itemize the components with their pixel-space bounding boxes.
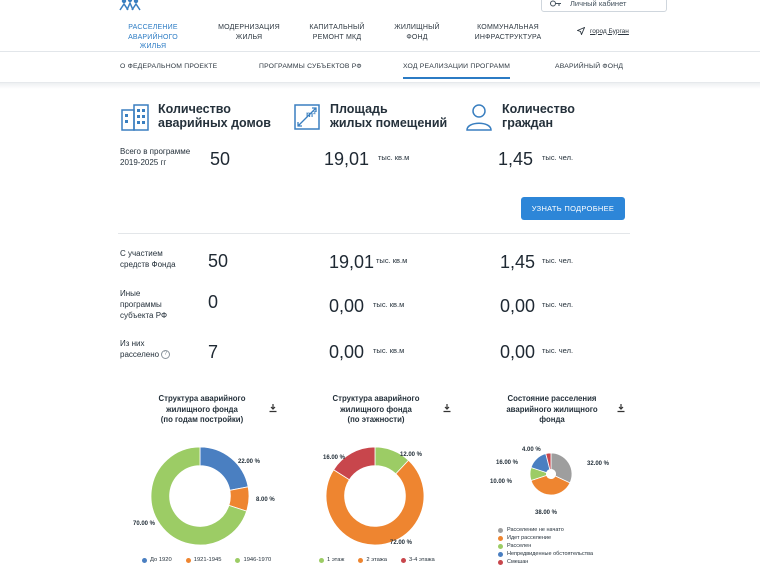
personal-cabinet-button[interactable] — [541, 0, 667, 12]
row-label-other-programs — [120, 288, 167, 321]
donut-chart-year — [150, 446, 250, 546]
chart-title-line: (по годам постройки) — [160, 415, 244, 424]
chart-title-year — [142, 394, 262, 426]
row-label-line: средств Фонда — [120, 260, 176, 269]
data-label: 72.00 % — [390, 540, 413, 546]
row-label-line: Всего в программе — [120, 147, 191, 156]
svg-text:m²: m² — [306, 110, 316, 119]
area-value: 19,01 — [329, 252, 375, 272]
data-label: 32.00 % — [587, 461, 610, 467]
chart-title-line: Структура аварийного — [332, 394, 420, 403]
legend-label: 1921-1945 — [193, 557, 222, 563]
legend-item[interactable] — [235, 557, 271, 563]
chart-title-status — [492, 394, 612, 426]
legend-item[interactable] — [498, 526, 593, 534]
donut-chart-floors — [325, 446, 425, 546]
legend-label: Расселение не начато — [507, 527, 564, 533]
legend-item[interactable] — [498, 542, 593, 550]
nav-item-label: РАССЕЛЕНИЕ — [128, 24, 178, 31]
people-value: 0,00 — [500, 342, 536, 362]
houses-value: 7 — [208, 342, 219, 362]
area-value: 19,01 — [324, 149, 370, 169]
legend-label: 2 этажа — [366, 557, 387, 563]
nav-item-label: ЖИЛЬЯ — [235, 33, 263, 41]
chart-title-line: Состояние расселения — [507, 394, 597, 403]
metric-title-line: Количество — [502, 102, 575, 116]
data-label: 38.00 % — [535, 510, 558, 516]
legend-item[interactable] — [358, 557, 387, 563]
divider — [118, 233, 630, 234]
nav-item-label: РЕМОНТ МКД — [312, 33, 362, 41]
learn-more-button[interactable]: УЗНАТЬ ПОДРОБНЕЕ — [521, 197, 625, 220]
metric-title — [502, 102, 632, 130]
people-value: 1,45 — [500, 252, 536, 272]
tab-program-progress[interactable]: ХОД РЕАЛИЗАЦИИ ПРОГРАММ — [403, 63, 510, 79]
metric-title-line: жилых помещений — [330, 116, 448, 130]
chart-title-line: аварийного жилищного — [506, 404, 598, 414]
chart-title-line: (по этажности) — [347, 415, 405, 424]
data-label: 16.00 % — [496, 460, 519, 466]
pie-slice-1[interactable] — [200, 447, 248, 490]
row-label-line: Иные — [120, 289, 141, 298]
people-unit: тыс. чел. — [542, 300, 574, 309]
person-icon — [464, 102, 494, 132]
legend-item[interactable] — [498, 558, 593, 566]
tab-subject-programs[interactable]: ПРОГРАММЫ СУБЪЕКТОВ РФ — [259, 63, 362, 70]
data-label: 70.00 % — [133, 521, 156, 527]
legend-swatch — [498, 560, 503, 565]
chart-title-line: фонда — [539, 415, 565, 424]
area-unit: тыс. кв.м — [376, 256, 408, 265]
legend-label: Расселен — [507, 543, 532, 549]
row-label-line: 2019-2025 гг — [120, 158, 167, 167]
city-label: город Бурган — [590, 27, 629, 35]
chart-legend-status — [498, 526, 593, 566]
download-icon[interactable] — [616, 403, 626, 413]
metric-header-area — [292, 102, 460, 132]
metric-title-line: граждан — [502, 116, 554, 130]
chart-title-line: Структура аварийного — [158, 394, 246, 403]
nav-item-label: АВАРИЙНОГО ЖИЛЬЯ — [128, 33, 178, 50]
chart-title-floors — [316, 394, 436, 426]
row-label-line: программы — [120, 300, 162, 309]
nav-item-housing-fund[interactable] — [394, 23, 440, 42]
houses-value: 0 — [208, 292, 219, 312]
area-m2-icon — [292, 102, 322, 132]
legend-label: Идет расселение — [507, 535, 552, 541]
people-value: 1,45 — [498, 149, 534, 169]
data-label: 16.00 % — [323, 455, 346, 461]
area-unit: тыс. кв.м — [378, 153, 410, 162]
metric-title — [330, 102, 460, 130]
subnav-shadow — [0, 83, 760, 89]
nav-item-resettlement[interactable] — [116, 23, 190, 52]
legend-swatch — [142, 558, 147, 563]
legend-item[interactable] — [319, 557, 344, 563]
nav-item-label: ЖИЛИЩНЫЙ — [394, 24, 440, 31]
tab-federal-project[interactable]: О ФЕДЕРАЛЬНОМ ПРОЕКТЕ — [120, 63, 218, 70]
data-label: 10.00 % — [490, 479, 513, 485]
legend-label: До 1920 — [150, 557, 172, 563]
legend-item[interactable] — [186, 557, 222, 563]
metric-title-line: Количество — [158, 102, 231, 116]
nav-item-label: ИНФРАСТРУКТУРА — [474, 33, 542, 41]
legend-label: 3-4 этажа — [408, 557, 435, 563]
city-selector[interactable] — [577, 27, 629, 35]
main-nav — [0, 23, 760, 50]
row-label-line: расселено — [120, 350, 160, 359]
row-label-resettled — [120, 338, 170, 360]
donut-chart-status — [529, 452, 573, 496]
legend-swatch — [498, 528, 503, 533]
row-label-fund — [120, 248, 176, 270]
area-unit: тыс. кв.м — [373, 300, 405, 309]
location-arrow-icon — [577, 27, 585, 35]
legend-label: 1 этаж — [327, 557, 345, 563]
tab-emergency-fund[interactable]: АВАРИЙНЫЙ ФОНД — [555, 63, 624, 70]
legend-item[interactable] — [498, 550, 593, 558]
chart-legend-floors — [319, 557, 435, 563]
legend-swatch — [498, 536, 503, 541]
legend-swatch — [498, 544, 503, 549]
legend-item[interactable] — [142, 557, 172, 563]
data-label: 12.00 % — [400, 452, 423, 458]
download-icon[interactable] — [268, 403, 278, 413]
metric-title-line: аварийных домов — [158, 116, 271, 130]
legend-swatch — [235, 558, 240, 563]
nav-item-label: МОДЕРНИЗАЦИЯ — [218, 24, 280, 31]
legend-label: Непредвиденные обстоятельства — [507, 551, 594, 557]
nav-item-label: ФОНД — [406, 33, 428, 41]
nav-item-capital-repair[interactable] — [305, 23, 369, 42]
personal-cabinet-label: Личный кабинет — [570, 0, 627, 8]
legend-swatch — [186, 558, 191, 563]
login-key-icon — [550, 0, 562, 7]
legend-item[interactable] — [498, 534, 593, 542]
help-icon[interactable]: ? — [161, 350, 170, 359]
people-unit: тыс. чел. — [542, 153, 574, 162]
people-unit: тыс. чел. — [542, 346, 574, 355]
metric-title-line: Площадь — [330, 102, 388, 116]
legend-swatch — [401, 558, 406, 563]
data-label: 8.00 % — [256, 497, 275, 503]
houses-value: 50 — [210, 149, 231, 169]
legend-label: Смешан — [507, 559, 529, 565]
nav-item-label: КАПИТАЛЬНЫЙ — [309, 24, 365, 31]
nav-item-modernization[interactable] — [218, 23, 280, 42]
top-header — [0, 0, 760, 52]
legend-item[interactable] — [401, 557, 435, 563]
row-label-line: С участием — [120, 249, 163, 258]
legend-swatch — [358, 558, 363, 563]
data-label: 4.00 % — [522, 447, 541, 453]
metric-title — [158, 102, 288, 130]
metric-header-people — [464, 102, 632, 132]
nav-item-label: КОММУНАЛЬНАЯ — [477, 24, 539, 31]
legend-swatch — [319, 558, 324, 563]
legend-swatch — [498, 552, 503, 557]
chart-title-line: жилищного фонда — [166, 404, 238, 414]
row-label-total — [120, 146, 190, 168]
nav-item-utilities[interactable] — [472, 23, 544, 42]
people-unit: тыс. чел. — [542, 256, 574, 265]
chart-legend-year — [142, 557, 271, 563]
area-value: 0,00 — [329, 342, 365, 362]
download-icon[interactable] — [442, 403, 452, 413]
people-value: 0,00 — [500, 296, 536, 316]
area-unit: тыс. кв.м — [373, 346, 405, 355]
area-value: 0,00 — [329, 296, 365, 316]
data-label: 22.00 % — [238, 459, 261, 465]
metric-header-houses — [120, 102, 288, 132]
legend-label: 1946-1970 — [243, 557, 272, 563]
row-label-line: субъекта РФ — [120, 311, 168, 320]
buildings-icon — [120, 102, 150, 132]
houses-value: 50 — [208, 251, 229, 271]
sub-nav — [0, 53, 760, 83]
row-label-line: Из них — [120, 339, 145, 348]
logo-icon[interactable] — [118, 0, 142, 12]
chart-title-line: жилищного фонда — [340, 404, 412, 414]
